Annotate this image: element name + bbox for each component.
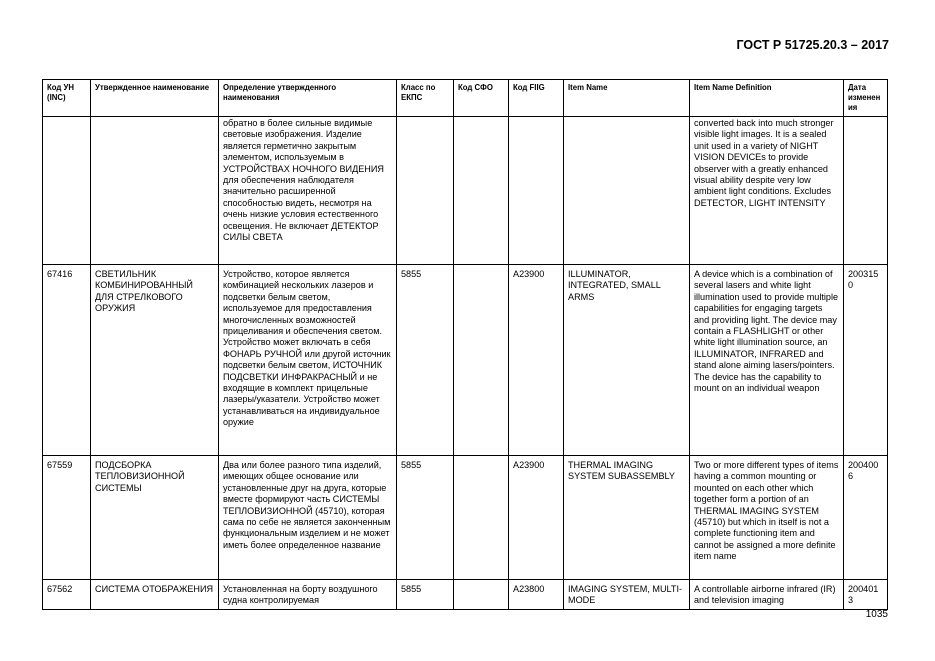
- col-header-name-ru: Утвержденное наименование: [91, 80, 219, 117]
- cell-def-ru: Два или более разного типа изделий, имеющих общее основание или установленные друг на друга, которые вместе формируют часть СИСТЕМЫ ТЕПЛОВИЗИОННОЙ (45710), которая сама по себе не является законченным функциональным изделием и не может иметь более определенное название: [219, 456, 397, 580]
- cell-item-def: converted back into much stronger visible light images. It is a sealed unit used in a variety of NIGHT VISION DEVICEs to provide observer with a greatly enhanced visual ability despite very low ambient light conditions. Excludes DETECTOR, LIGHT INTENSITY: [690, 117, 844, 265]
- cell-sfo: [454, 580, 509, 610]
- col-header-def-ru: Определение утвержденного наименования: [219, 80, 397, 117]
- cell-name-ru: СИСТЕМА ОТОБРАЖЕНИЯ: [91, 580, 219, 610]
- cell-date: 2003150: [844, 265, 888, 456]
- cell-date: [844, 117, 888, 265]
- cell-def-ru: Устройство, которое является комбинацией нескольких лазеров и подсветки белым светом, используемое для предоставления многочисленных возможностей прицеливания и обеспечения светом. Устройство может включать в себя ФОНАРЬ РУЧНОЙ или другой источник подсветки белым светом, ИСТОЧНИК ПОДСВЕТКИ ИНФРАКРАСНЫЙ и не входящие в комплект прицельные лазеры/указатели. Устройство может устанавливаться на индивидуальное оружие: [219, 265, 397, 456]
- col-header-sfo: Код СФО: [454, 80, 509, 117]
- cell-item-def: Two or more different types of items having a common mounting or mounted on each other which together form a portion of an THERMAL IMAGING SYSTEM (45710) but which in itself is not a complete functioning item and cannot be assigned a more definite item name: [690, 456, 844, 580]
- document-title: ГОСТ Р 51725.20.3 – 2017: [736, 38, 889, 52]
- page-number: 1035: [865, 609, 888, 620]
- table-header-row: [43, 80, 888, 117]
- cell-date: 2004006: [844, 456, 888, 580]
- cell-sfo: [454, 456, 509, 580]
- cell-fiig: A23800: [509, 580, 564, 610]
- table-row: [43, 456, 888, 580]
- col-header-fiig: Код FIIG: [509, 80, 564, 117]
- col-header-date: Дата изменения: [844, 80, 888, 117]
- cell-sfo: [454, 117, 509, 265]
- cell-item-def: A device which is a combination of several lasers and white light illumination used to provide multiple capabilities for engaging targets and providing light. The device may contain a FLASHLIGHT or other white light illumination source, an ILLUMINATOR, INFRARED and stand alone aiming lasers/pointers. The device has the capability to mount on an individual weapon: [690, 265, 844, 456]
- cell-item-name: IMAGING SYSTEM, MULTI-MODE: [564, 580, 690, 610]
- cell-name-ru: [91, 117, 219, 265]
- cell-fiig: A23900: [509, 456, 564, 580]
- cell-inc: 67562: [43, 580, 91, 610]
- cell-class: 5855: [397, 580, 454, 610]
- cell-item-def: A controllable airborne infrared (IR) and television imaging: [690, 580, 844, 610]
- cell-date: 2004013: [844, 580, 888, 610]
- col-header-inc: Код УН (INC): [43, 80, 91, 117]
- cell-name-ru: ПОДСБОРКА ТЕПЛОВИЗИОННОЙ СИСТЕМЫ: [91, 456, 219, 580]
- cell-sfo: [454, 265, 509, 456]
- col-header-item-def: Item Name Definition: [690, 80, 844, 117]
- table-row: [43, 580, 888, 610]
- col-header-class: Класс по ЕКПС: [397, 80, 454, 117]
- col-header-item-name: Item Name: [564, 80, 690, 117]
- nomenclature-table: [42, 79, 888, 610]
- cell-inc: 67416: [43, 265, 91, 456]
- cell-class: 5855: [397, 456, 454, 580]
- cell-fiig: A23900: [509, 265, 564, 456]
- cell-item-name: ILLUMINATOR, INTEGRATED, SMALL ARMS: [564, 265, 690, 456]
- cell-fiig: [509, 117, 564, 265]
- table-row: [43, 265, 888, 456]
- cell-def-ru: обратно в более сильные видимые световые изображения. Изделие является герметично закрытым элементом, используемым в УСТРОЙСТВАХ НОЧНОГО ВИДЕНИЯ для обеспечения наблюдателя значительно расширенной способностью видеть, несмотря на очень низкие условия естественного освещения. Не включает ДЕТЕКТОР СИЛЫ СВЕТА: [219, 117, 397, 265]
- cell-class: [397, 117, 454, 265]
- cell-inc: 67559: [43, 456, 91, 580]
- cell-inc: [43, 117, 91, 265]
- cell-def-ru: Установленная на борту воздушного судна контролируемая: [219, 580, 397, 610]
- cell-name-ru: СВЕТИЛЬНИК КОМБИНИРОВАННЫЙ ДЛЯ СТРЕЛКОВОГО ОРУЖИЯ: [91, 265, 219, 456]
- table-row: [43, 117, 888, 265]
- cell-class: 5855: [397, 265, 454, 456]
- cell-item-name: [564, 117, 690, 265]
- cell-item-name: THERMAL IMAGING SYSTEM SUBASSEMBLY: [564, 456, 690, 580]
